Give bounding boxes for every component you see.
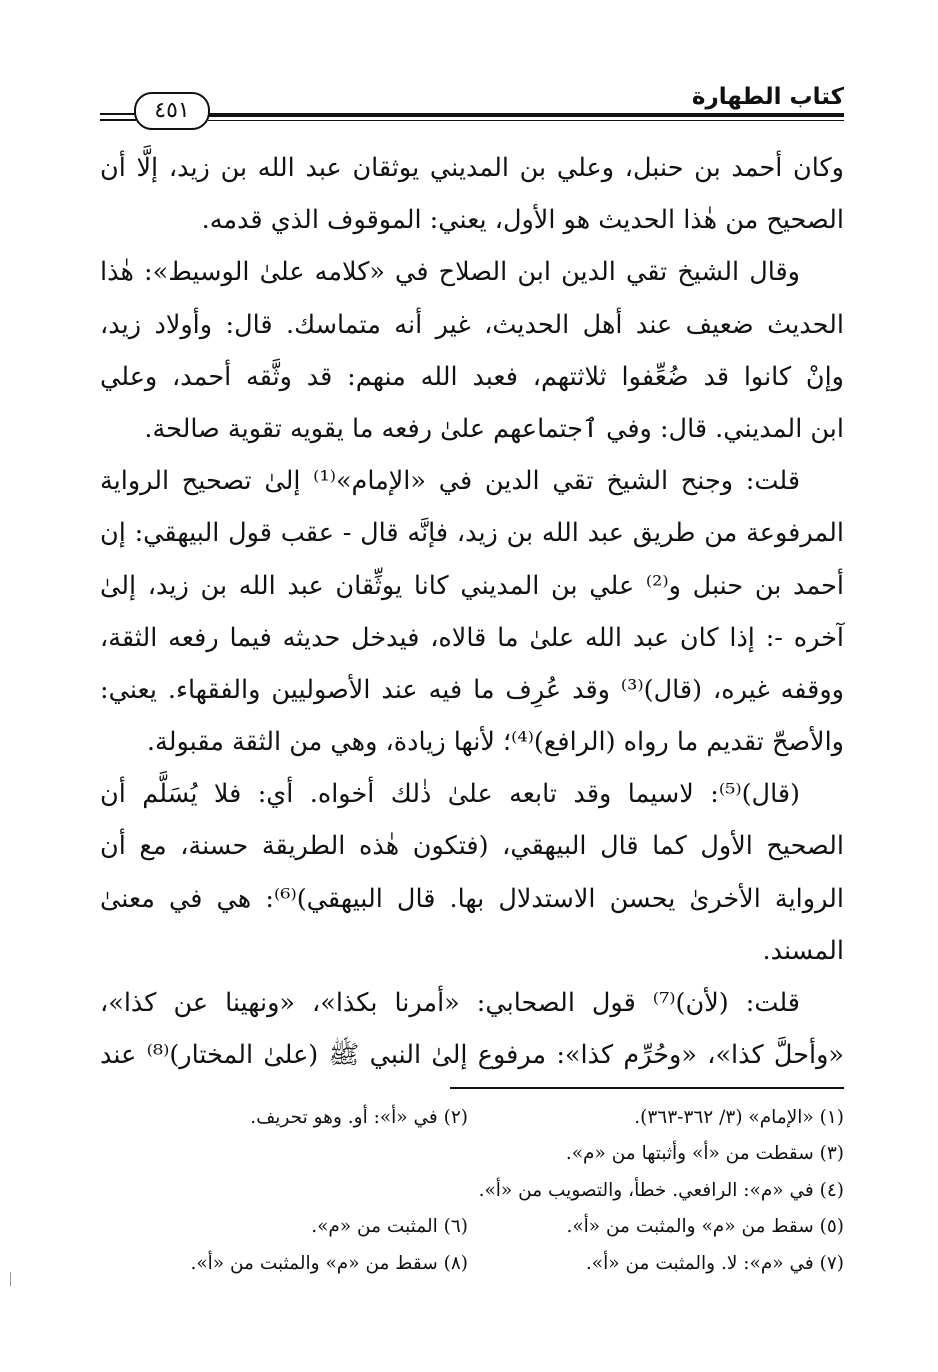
footnote: (٥) سقط من «م» والمثبت من «أ».	[566, 1216, 844, 1238]
text-line: وقال الشيخ تقي الدين ابن الصلاح في «كلامه علىٰ الوسيط»: هٰذا	[100, 257, 800, 288]
footnote-separator	[450, 1087, 844, 1089]
text-line: المرفوعة من طريق عبد الله بن زيد، فإنَّه قال - عقب قول البيهقي: إن	[100, 518, 844, 549]
footnotes	[100, 1100, 844, 1282]
footnote-line	[100, 1136, 844, 1172]
text-line: والأصحّ تقديم ما رواه (الرافع)⁽⁴⁾؛ لأنها زيادة، وهي من الثقة مقبولة.	[146, 727, 844, 758]
text-line: «وأحلَّ كذا»، «وحُرِّم كذا»: مرفوع إلىٰ النبي ﷺ (علىٰ المختار)⁽⁸⁾ عند	[100, 1040, 844, 1071]
text-line: المسند.	[762, 935, 844, 966]
footnote: (٢) في «أ»: أو. وهو تحريف.	[250, 1107, 468, 1128]
footnote: (٣) سقطت من «أ» وأثبتها من «م».	[565, 1143, 844, 1165]
text-line: ووقفه غيره، (قال)⁽³⁾ وقد عُرِف ما فيه عند الأصوليين والفقهاء. يعني:	[100, 674, 844, 705]
header-rule-left	[100, 119, 136, 121]
footnote: (٨) سقط من «م» والمثبت من «أ».	[190, 1252, 468, 1274]
text-line: قلت: (لأن)⁽⁷⁾ قول الصحابي: «أمرنا بكذا»، «ونهينا عن كذا»،	[100, 988, 800, 1018]
footnote-line	[100, 1100, 844, 1136]
header-rule-thin	[208, 120, 844, 121]
scan-margin-mark	[10, 1272, 11, 1286]
footnote: (٧) في «م»: لا. والمثبت من «أ».	[585, 1252, 844, 1274]
text-line: الصحيح من هٰذا الحديث هو الأول، يعني: الموقوف الذي قدمه.	[201, 205, 844, 236]
footnote-line	[100, 1173, 844, 1209]
text-line: الصحيح الأول كما قال البيهقي، (فتكون هٰذه الطريقة حسنة، مع أن	[100, 831, 844, 862]
text-line: وكان أحمد بن حنبل، وعلي بن المديني يوثقان عبد الله بن زيد، إلَّا أن	[100, 153, 844, 183]
text-line: وإنْ كانوا قد ضُعِّفوا ثلاثتهم، فعبد الله منهم: قد وثَّقه أحمد، وعلي	[100, 361, 844, 392]
body-text	[100, 142, 844, 1081]
text-line: أحمد بن حنبل و⁽²⁾ علي بن المديني كانا يوثِّقان عبد الله بن زيد، إلىٰ	[100, 570, 844, 601]
running-title: كتاب الطهارة	[691, 84, 844, 110]
text-line: آخره -: إذا كان عبد الله علىٰ ما قالاه، فيدخل حديثه فيما رفعه الثقة،	[100, 622, 844, 653]
footnote-line	[100, 1246, 844, 1282]
text-line: قلت: وجنح الشيخ تقي الدين في «الإمام»⁽¹⁾ إلىٰ تصحيح الرواية	[100, 466, 801, 497]
page-number: ٤٥١	[134, 92, 210, 130]
text-line: ابن المديني. قال: وفي ٱجتماعهم علىٰ رفعه ما يقويه تقوية صالحة.	[144, 413, 844, 444]
text-line: الحديث ضعيف عند أهل الحديث، غير أنه متماسك. قال: وأولاد زيد،	[100, 309, 844, 340]
footnote: (٤) في «م»: الرافعي. خطأ، والتصويب من «أ».	[478, 1179, 844, 1201]
text-line: الرواية الأخرىٰ يحسن الاستدلال بها. قال البيهقي)⁽⁶⁾: هي في معنىٰ	[100, 883, 844, 914]
footnote-line	[100, 1209, 844, 1245]
footnote: (١) «الإمام» (٣/ ٣٦٢-٣٦٣).	[634, 1107, 844, 1128]
text-line: (قال)⁽⁵⁾: لاسيما وقد تابعه علىٰ ذٰلك أخواه. أي: فلا يُسَلَّم أن	[100, 779, 800, 810]
footnote: (٦) المثبت من «م».	[311, 1216, 468, 1238]
header-rule-thick	[208, 113, 844, 117]
header-rule-left	[100, 113, 136, 115]
